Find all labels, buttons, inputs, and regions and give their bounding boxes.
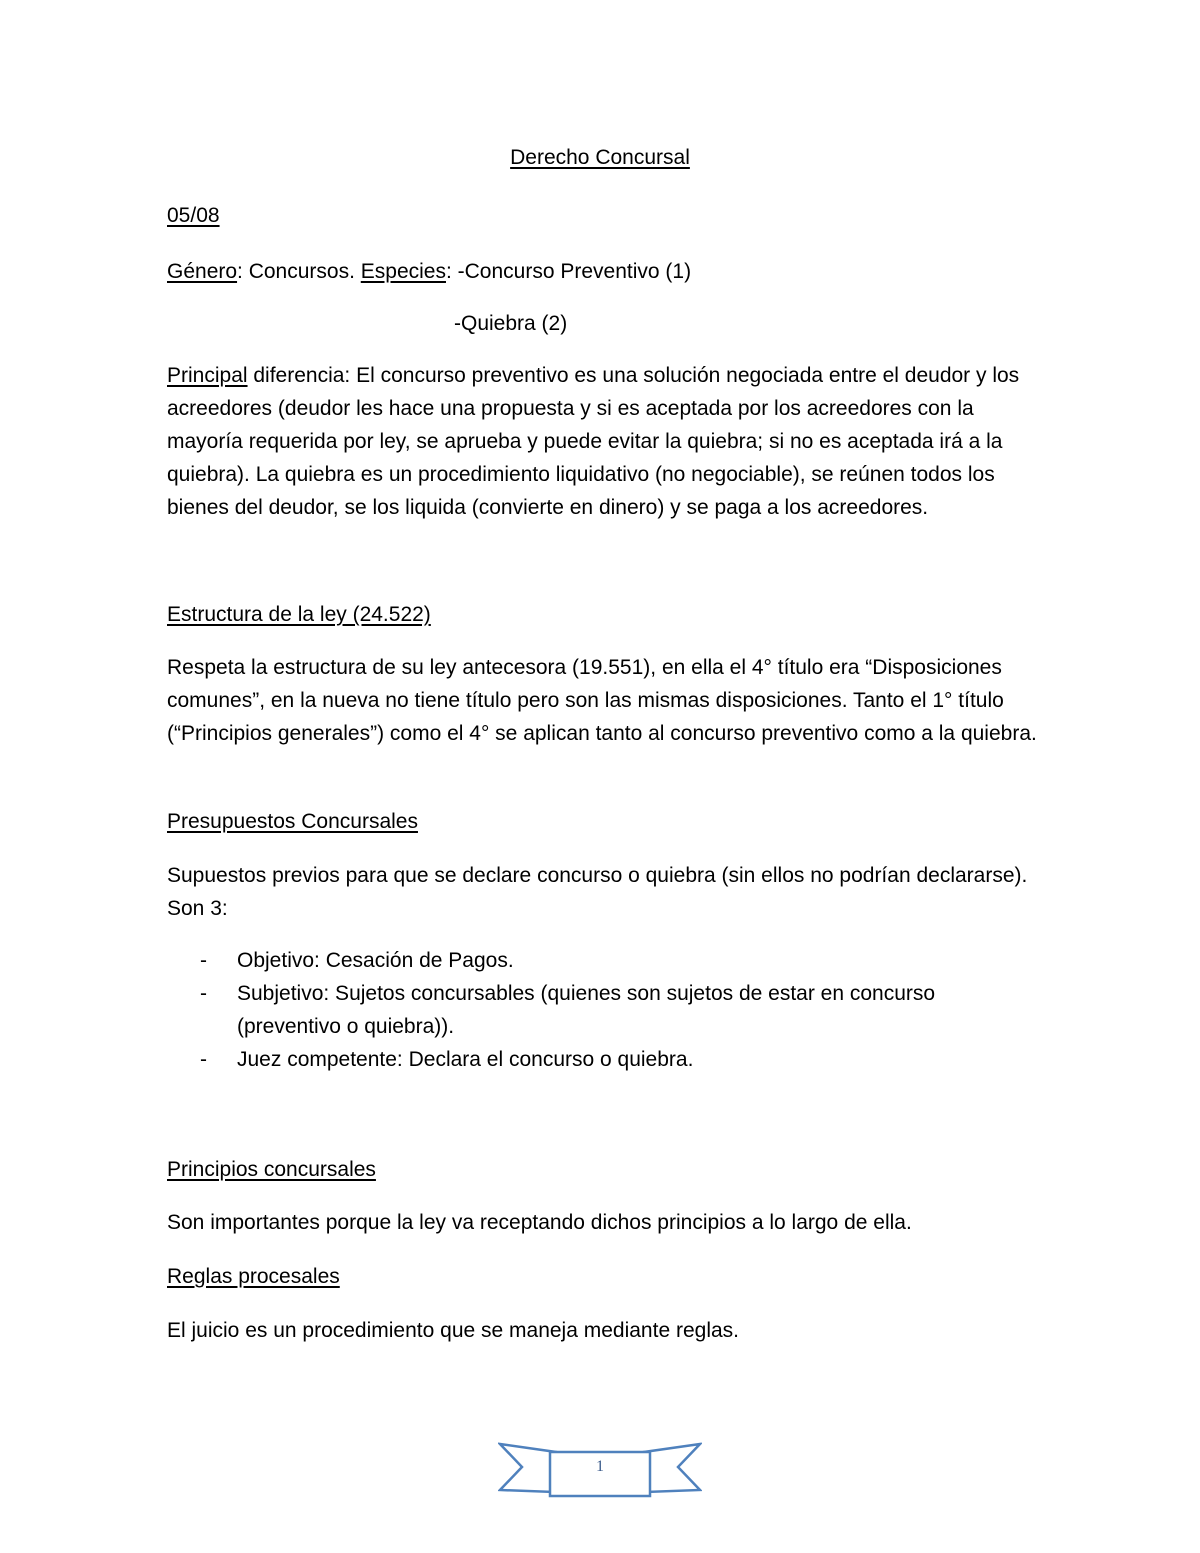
genero-line [167,255,1037,288]
list-item-text: Subjetivo: Sujetos concursables (quienes son sujetos de estar en concurso (preventivo o quiebra)). [237,982,936,1038]
principal-paragraph [167,359,1037,524]
list-bullet: - [200,1048,207,1071]
estructura-heading: Estructura de la ley (24.522) [167,603,431,626]
principios-heading: Principios concursales [167,1158,376,1181]
list-bullet: - [200,949,207,972]
estructura-paragraph: Respeta la estructura de su ley antecesora (19.551), en ella el 4° título era “Disposiciones comunes”, en la nueva no tiene título pero son las mismas disposiciones. Tanto el 1° título (“Principios generales”) como el 4° se aplican tanto al concurso preventivo como a la quiebra. [167,656,1037,745]
date-heading: 05/08 [167,204,220,227]
presupuestos-list [167,944,1037,1076]
principal-label: Principal [167,364,248,387]
especies-text: : -Concurso Preventivo (1) [445,260,692,283]
page-number-ribbon [498,1440,702,1502]
presupuestos-paragraph: Supuestos previos para que se declare concurso o quiebra (sin ellos no podrían declararse). Son 3: [167,864,1028,920]
presupuestos-heading: Presupuestos Concursales [167,810,418,833]
especies-label: Especies [360,260,446,283]
reglas-paragraph: El juicio es un procedimiento que se maneja mediante reglas. [167,1319,739,1342]
reglas-heading: Reglas procesales [167,1265,340,1288]
quiebra-item: -Quiebra (2) [454,312,568,335]
principios-paragraph: Son importantes porque la ley va receptando dichos principios a lo largo de ella. [167,1211,912,1234]
genero-label: Género [167,260,238,283]
list-item-text: Objetivo: Cesación de Pagos. [237,949,514,972]
genero-text: : Concursos. [237,260,361,283]
list-item-text: Juez competente: Declara el concurso o quiebra. [237,1048,694,1071]
page-number: 1 [596,1458,604,1475]
list-item [167,977,1037,1043]
list-item [167,944,1037,977]
list-bullet: - [200,982,207,1005]
list-item [167,1043,1037,1076]
principal-text: diferencia: El concurso preventivo es una solución negociada entre el deudor y los acreedores (deudor les hace una propuesta y si es aceptada por los acreedores con la mayoría requerida por ley, se aprueba y puede evitar la quiebra; si no es aceptada irá a la quiebra). La quiebra es un procedimiento liquidativo (no negociable), se reúnen todos los bienes del deudor, se los liquida (convierte en dinero) y se paga a los acreedores. [167,364,1020,519]
document-title: Derecho Concursal [510,146,690,169]
